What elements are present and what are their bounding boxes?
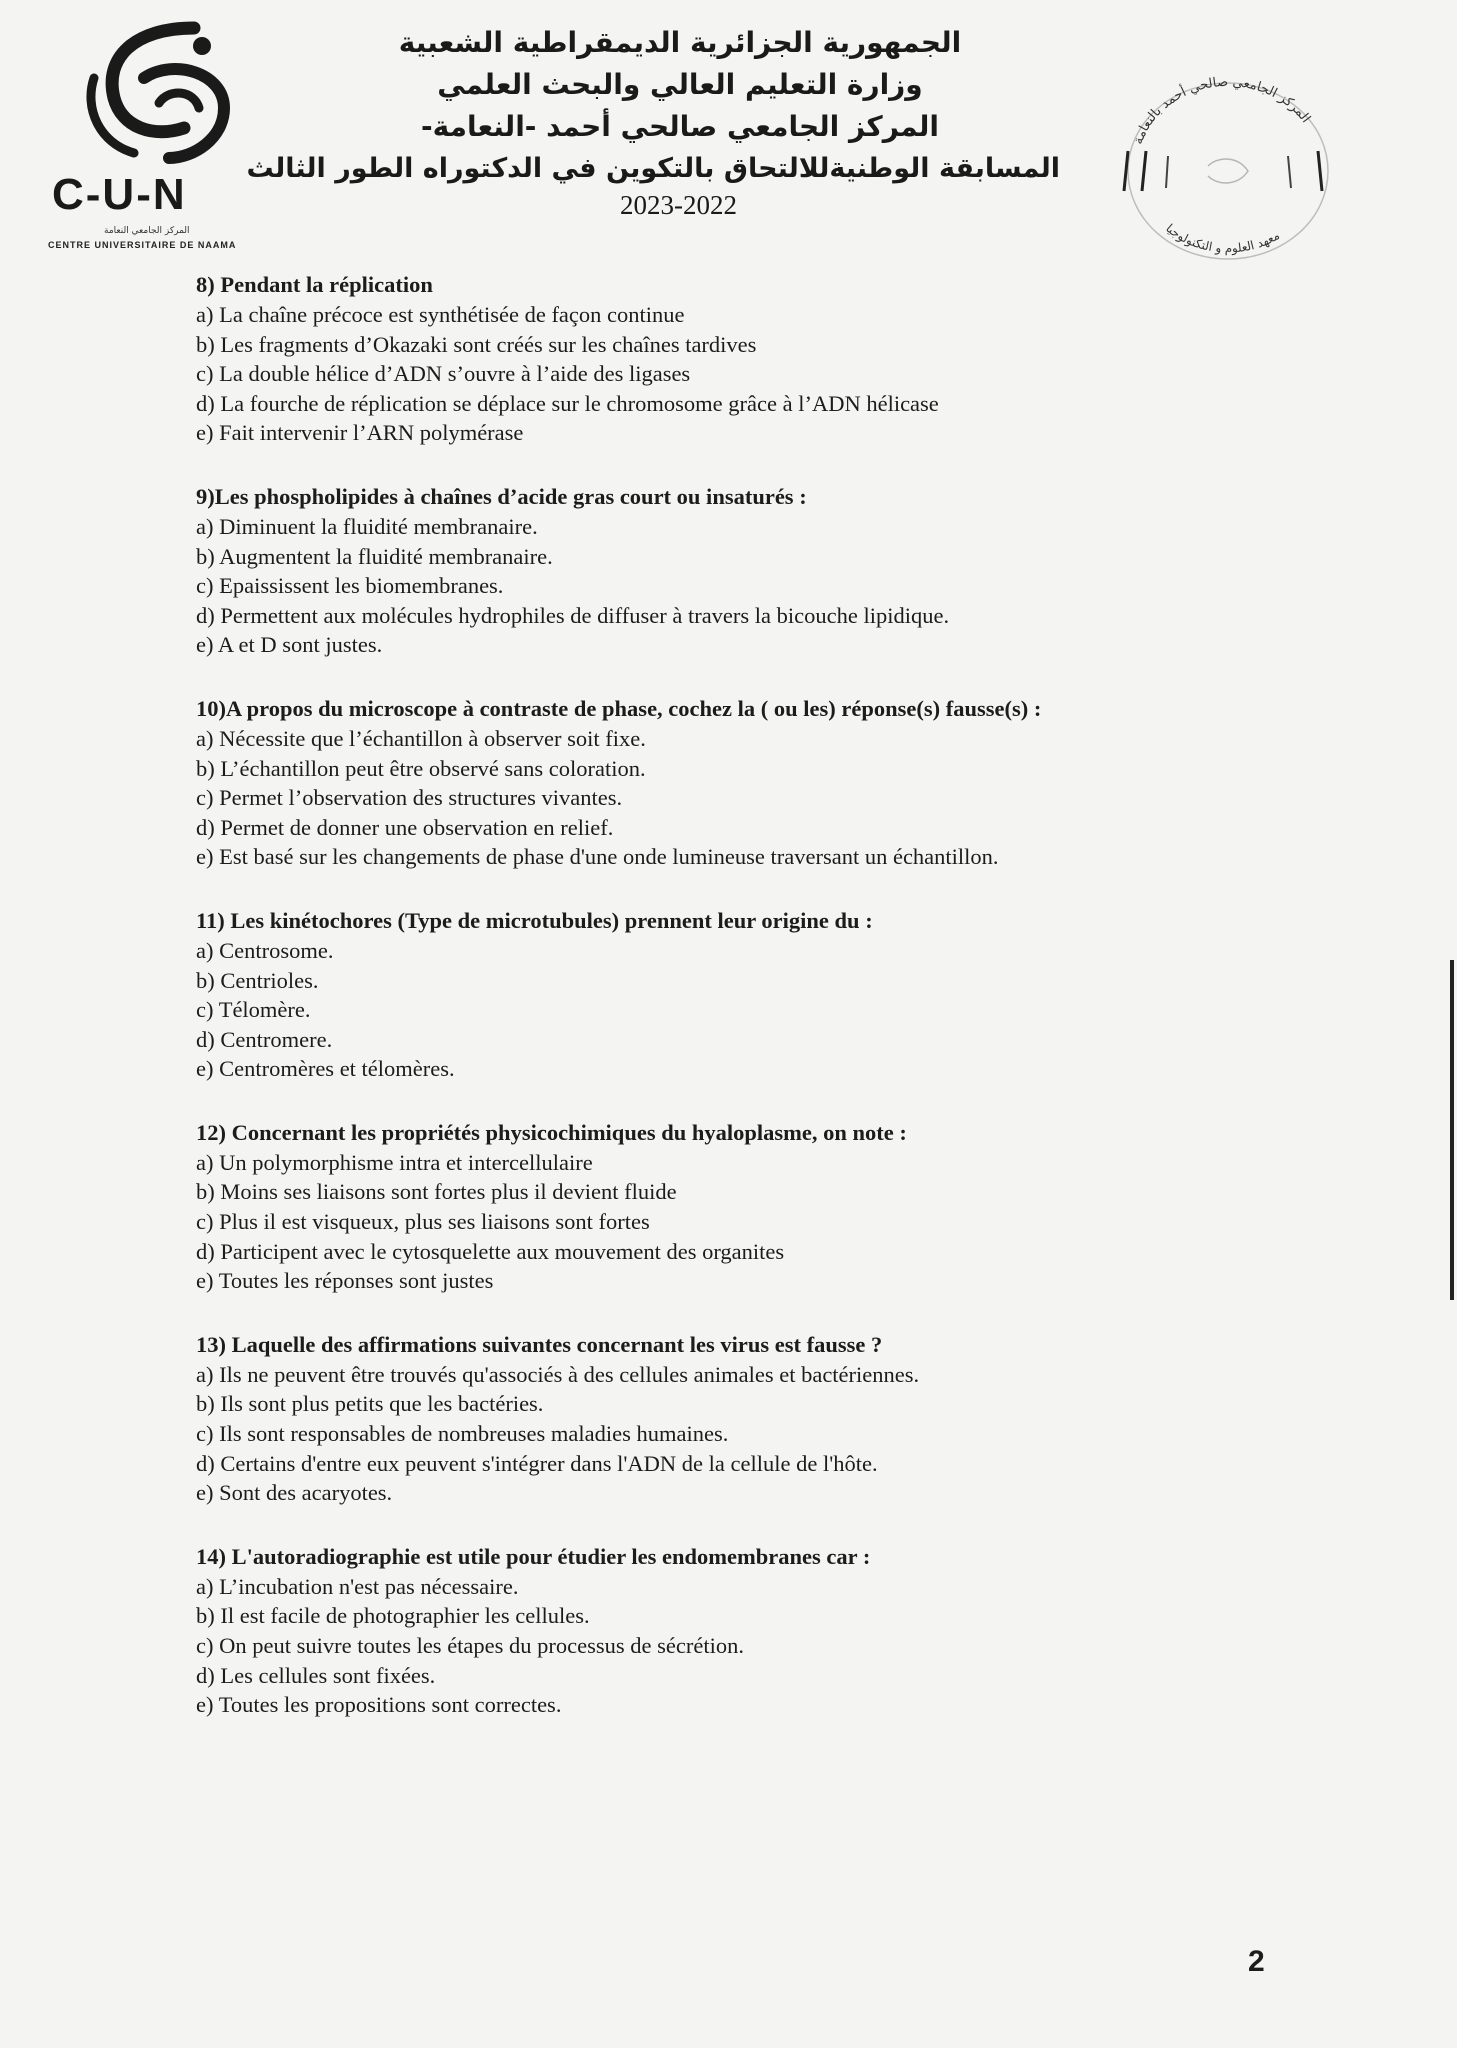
- option-b: b) Augmentent la fluidité membranaire.: [196, 543, 553, 569]
- option-d: d) Les cellules sont fixées.: [196, 1662, 436, 1688]
- option-b: b) L’échantillon peut être observé sans coloration.: [196, 755, 646, 781]
- question-title: 13) Laquelle des affirmations suivantes concernant les virus est fausse ?: [196, 1331, 883, 1357]
- svg-text:المركز الجامعي صالحي أحمد بالن: [1131, 75, 1313, 146]
- option-a: a) La chaîne précoce est synthétisée de façon continue: [196, 302, 685, 327]
- header-line-ministry: وزارة التعليم العالي والبحث العلمي: [437, 68, 923, 101]
- option-c: c) Epaississent les biomembranes.: [196, 573, 504, 599]
- university-logo: [44, 18, 274, 250]
- svg-text:معهد العلوم و التكنولوجيا: [1163, 221, 1282, 256]
- stamp-text-bottom: معهد العلوم و التكنولوجيا: [1163, 221, 1282, 256]
- question-title: 11) Les kinétochores (Type de microtubules) prennent leur origine du :: [196, 907, 873, 933]
- option-e: e) Sont des acaryotes.: [196, 1480, 393, 1506]
- option-e: e) Fait intervenir l’ARN polymérase: [196, 420, 524, 446]
- option-a: a) Centrosome.: [196, 937, 334, 963]
- option-c: c) Plus il est visqueux, plus ses liaisons sont fortes: [196, 1209, 650, 1235]
- option-c: c) La double hélice d’ADN s’ouvre à l’aide des ligases: [196, 361, 691, 387]
- option-b: b) Centrioles.: [196, 967, 319, 993]
- option-c: c) Ils sont responsables de nombreuses maladies humaines.: [196, 1421, 729, 1447]
- option-b: b) Il est facile de photographier les cellules.: [196, 1603, 590, 1629]
- header-line-center: المركز الجامعي صالحي أحمد -النعامة-: [421, 110, 939, 143]
- question-title: 10)A propos du microscope à contraste de phase, cochez la ( ou les) réponse(s) fausse(s) :: [196, 695, 1042, 721]
- option-e: e) A et D sont justes.: [196, 632, 383, 658]
- question-title: 9)Les phospholipides à chaînes d’acide gras court ou insaturés :: [196, 483, 807, 509]
- option-c: c) On peut suivre toutes les étapes du processus de sécrétion.: [196, 1633, 744, 1658]
- option-a: a) Diminuent la fluidité membranaire.: [196, 513, 538, 539]
- stamp-text-top: المركز الجامعي صالحي أحمد بالنعامة: [1130, 74, 1314, 147]
- option-b: b) Les fragments d’Okazaki sont créés sur les chaînes tardives: [196, 331, 757, 357]
- question-title: 14) L'autoradiographie est utile pour étudier les endomembranes car :: [196, 1543, 871, 1569]
- option-d: d) Centromere.: [196, 1026, 333, 1052]
- option-a: a) Ils ne peuvent être trouvés qu'associés à des cellules animales et bactériennes.: [196, 1361, 920, 1387]
- logo-subtitle-arabic: المركز الجامعي النعامة: [104, 226, 190, 236]
- option-d: d) Permet de donner une observation en relief.: [196, 814, 614, 840]
- scan-edge-line: [1450, 960, 1454, 1300]
- question-8: [196, 270, 1326, 448]
- option-e: e) Centromères et télomères.: [196, 1056, 455, 1082]
- question-title: 8) Pendant la réplication: [196, 272, 433, 297]
- logo-subtitle: CENTRE UNIVERSITAIRE DE NAAMA: [48, 240, 237, 250]
- option-d: d) Participent avec le cytosquelette aux mouvement des organites: [196, 1238, 785, 1264]
- question-9: [196, 482, 1326, 660]
- question-12: [196, 1118, 1326, 1296]
- question-title: 12) Concernant les propriétés physicochimiques du hyaloplasme, on note :: [196, 1119, 907, 1145]
- question-13: [196, 1330, 1326, 1508]
- header-line-republic: الجمهورية الجزائرية الديمقراطية الشعبية: [398, 26, 962, 59]
- official-stamp-icon: [1108, 56, 1348, 276]
- option-e: e) Toutes les réponses sont justes: [196, 1268, 494, 1294]
- question-10: [196, 694, 1326, 872]
- option-a: a) Un polymorphisme intra et intercellulaire: [196, 1149, 593, 1175]
- questions-section: [196, 270, 1326, 1754]
- header-line-competition: المسابقة الوطنيةللالتحاق بالتكوين في الدكتوراه الطور الثالث: [246, 153, 1060, 184]
- option-b: b) Moins ses liaisons sont fortes plus il devient fluide: [196, 1179, 677, 1205]
- cun-logo-mark-icon: [74, 18, 244, 168]
- option-b: b) Ils sont plus petits que les bactéries.: [196, 1391, 544, 1417]
- option-c: c) Télomère.: [196, 997, 311, 1023]
- question-14: [196, 1542, 1326, 1720]
- academic-year: 2023-2022: [620, 190, 737, 220]
- page-number: 2: [1248, 1945, 1265, 1978]
- arabic-header: [246, 22, 1060, 190]
- option-d: d) Permettent aux molécules hydrophiles de diffuser à travers la bicouche lipidique.: [196, 602, 950, 628]
- option-a: a) Nécessite que l’échantillon à observer soit fixe.: [196, 725, 646, 751]
- logo-acronym: C-U-N: [52, 170, 187, 219]
- option-a: a) L’incubation n'est pas nécessaire.: [196, 1573, 519, 1599]
- option-d: d) La fourche de réplication se déplace sur le chromosome grâce à l’ADN hélicase: [196, 390, 939, 416]
- question-11: [196, 906, 1326, 1084]
- option-d: d) Certains d'entre eux peuvent s'intégrer dans l'ADN de la cellule de l'hôte.: [196, 1450, 878, 1476]
- option-c: c) Permet l’observation des structures vivantes.: [196, 785, 623, 811]
- option-e: e) Est basé sur les changements de phase d'une onde lumineuse traversant un échantillon.: [196, 844, 999, 870]
- option-e: e) Toutes les propositions sont correctes.: [196, 1692, 562, 1718]
